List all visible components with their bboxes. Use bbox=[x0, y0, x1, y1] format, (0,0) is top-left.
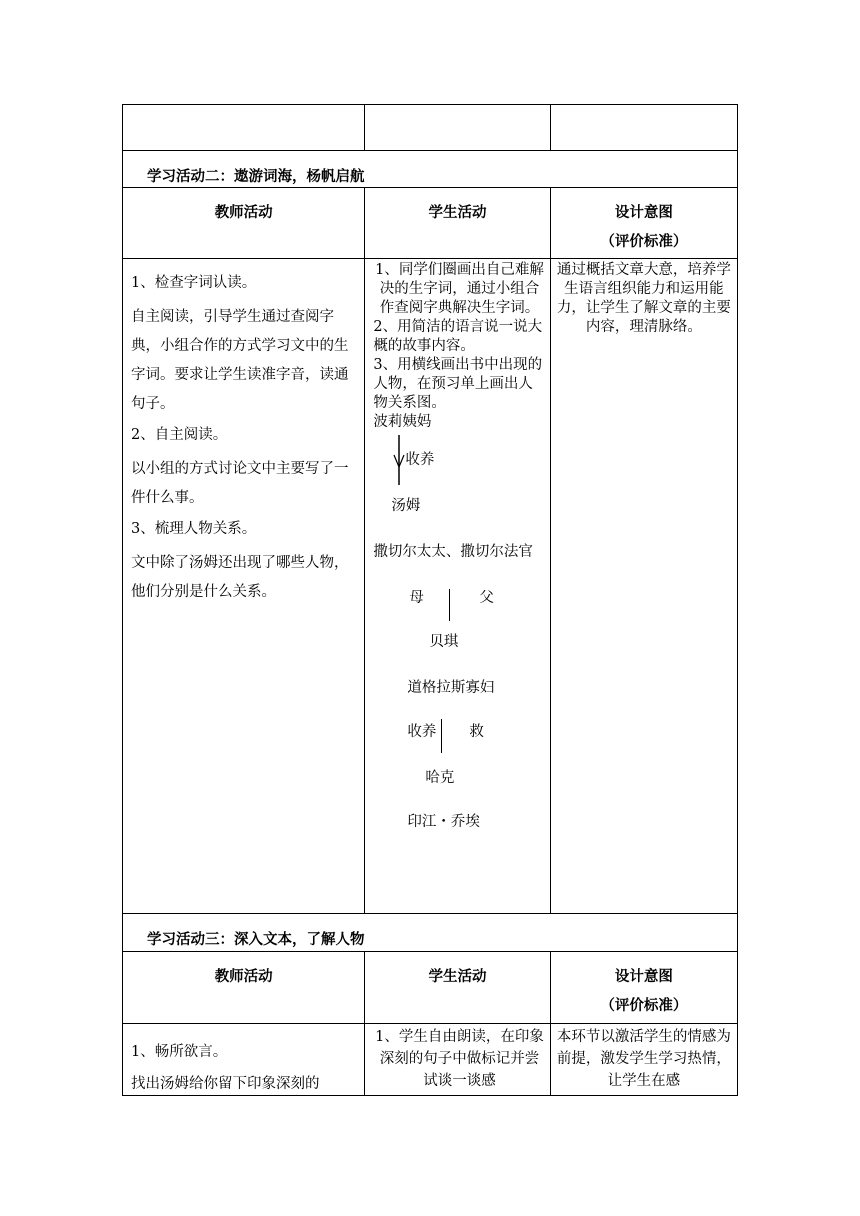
diagram-injun: 印江・乔埃 bbox=[407, 814, 480, 830]
empty-cell bbox=[123, 105, 365, 151]
header-design: 设计意图 bbox=[614, 969, 673, 985]
empty-cell bbox=[550, 105, 737, 151]
header-design-sub: （评价标准） bbox=[600, 998, 688, 1014]
diagram-arrow-mark bbox=[393, 435, 405, 485]
header-design-sub: （评价标准） bbox=[600, 234, 688, 250]
diagram-adopt-2: 收养 bbox=[407, 724, 437, 740]
teacher-line: 1、畅所欲言。 bbox=[131, 1044, 228, 1060]
teacher-line: 找出汤姆给你留下印象深刻的 bbox=[131, 1076, 320, 1092]
header-teacher: 教师活动 bbox=[214, 969, 273, 985]
student-item-3: 3、用横线画出书中出现的人物，在预习单上画出人物关系图。 bbox=[373, 357, 543, 411]
diagram-line bbox=[441, 719, 442, 753]
teacher-line: 自主阅读，引导学生通过查阅字典，小组合作的方式学习文中的生字词。要求让学生读准字音，读通句子。 bbox=[131, 309, 349, 412]
activity3-title: 学习活动三：深入文本，了解人物 bbox=[123, 914, 738, 952]
activity3-design-cell: 本环节以激活学生的情感为前提，激发学生学习热情，让学生在感 bbox=[550, 1024, 737, 1096]
diagram-adopt-1: 收养 bbox=[405, 452, 435, 468]
activity2-section-row bbox=[123, 151, 738, 188]
header-teacher-cell bbox=[123, 188, 365, 259]
diagram-father: 父 bbox=[479, 590, 494, 606]
teacher-line: 1、检查字词认读。 bbox=[131, 275, 257, 291]
empty-cell bbox=[365, 105, 550, 151]
header-student-cell bbox=[365, 188, 550, 259]
diagram-line bbox=[449, 589, 450, 621]
header-design-cell bbox=[550, 188, 737, 259]
activity3-header-row bbox=[123, 952, 738, 1024]
student-item-2: 2、用简洁的语言说一说大概的故事内容。 bbox=[373, 319, 543, 354]
header-student-cell bbox=[365, 952, 550, 1024]
diagram-becky: 贝琪 bbox=[429, 634, 459, 650]
header-student: 学生活动 bbox=[428, 205, 487, 221]
activity3-student-cell bbox=[365, 1024, 550, 1096]
diagram-douglas: 道格拉斯寡妇 bbox=[407, 680, 495, 696]
activity3-teacher-cell bbox=[123, 1024, 365, 1096]
activity2-title: 学习活动二：遨游词海，杨帆启航 bbox=[123, 151, 738, 188]
character-relation-diagram bbox=[365, 413, 545, 833]
teacher-line: 2、自主阅读。 bbox=[131, 427, 228, 443]
diagram-tom: 汤姆 bbox=[391, 498, 421, 514]
activity3-section-row bbox=[123, 914, 738, 952]
diagram-polly: 波莉姨妈 bbox=[373, 414, 432, 430]
diagram-huck: 哈克 bbox=[425, 770, 455, 786]
header-design: 设计意图 bbox=[614, 205, 673, 221]
student-item-1: 1、同学们圈画出自己难解决的生字词，通过小组合作查阅字典解决生字词。 bbox=[375, 262, 544, 316]
student-item-1: 1、学生自由朗读，在印象深刻的句子中做标记并尝试谈一谈感 bbox=[375, 1029, 544, 1089]
teacher-line: 3、梳理人物关系。 bbox=[131, 521, 257, 537]
activity2-design-cell: 通过概括文章大意，培养学生语言组织能力和运用能力，让学生了解文章的主要内容，理清脉络。 bbox=[550, 259, 737, 914]
header-teacher-cell bbox=[123, 952, 365, 1024]
activity2-teacher-cell bbox=[123, 259, 365, 914]
empty-row bbox=[123, 105, 738, 151]
activity2-body-row bbox=[123, 259, 738, 914]
teacher-line: 文中除了汤姆还出现了哪些人物，他们分别是什么关系。 bbox=[131, 555, 349, 600]
diagram-save: 救 bbox=[469, 724, 484, 740]
diagram-mother: 母 bbox=[409, 590, 424, 606]
activity2-student-cell bbox=[365, 259, 550, 914]
header-student: 学生活动 bbox=[428, 969, 487, 985]
teacher-line: 以小组的方式讨论文中主要写了一件什么事。 bbox=[131, 461, 349, 506]
diagram-thatchers: 撒切尔太太、撒切尔法官 bbox=[373, 544, 533, 560]
activity2-header-row bbox=[123, 188, 738, 259]
lesson-plan-table bbox=[122, 104, 738, 1096]
activity3-body-row bbox=[123, 1024, 738, 1096]
header-teacher: 教师活动 bbox=[214, 205, 273, 221]
header-design-cell bbox=[550, 952, 737, 1024]
